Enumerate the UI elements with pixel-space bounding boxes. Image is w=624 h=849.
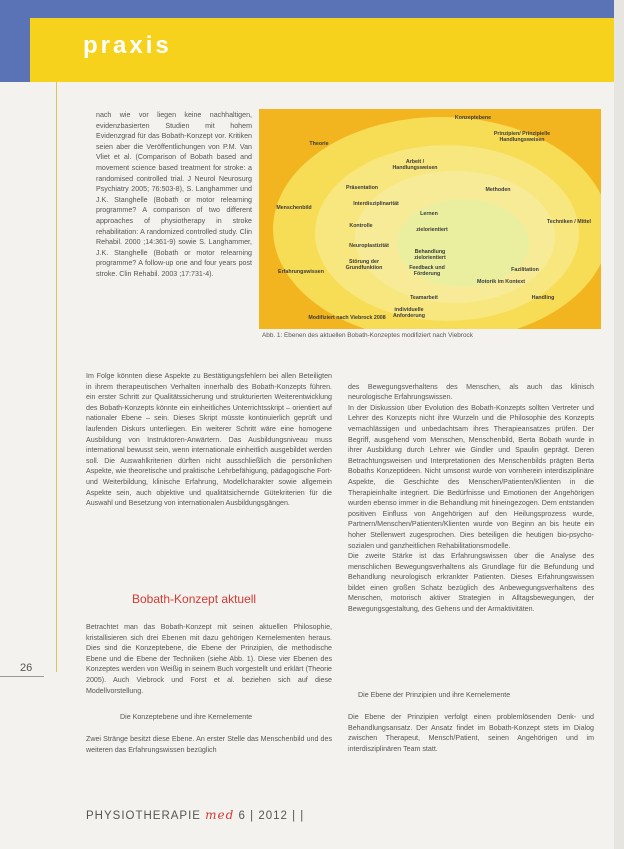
label-individuell: individuelle Anforderung (392, 307, 426, 319)
col2-top-paragraph: des Bewegungsverhaltens des Menschen, als auch das klinisch neurologische Erfahrungswissen. In der Diskussion über Evolution des Bobath-Konzepts sollten Vertreter und Lehrer des Konzepts nicht ihre Wurzeln und die Philosophie des Konzepts vernachlässigen und unbedachtsam ihres Therapieansatzes prüfen. Der Begriff, ausgehend vom Menschen, Menschenbild, Berta Bobath wurde in ihrer Ausbildung durch Lehrer wie Gindler und Spaulin geprägt. Deren Betrachtungsweisen und Interpretationen des Menschenbilds prägten Berta Bobaths Konzeptideen. Nicht umsonst wurde von vornherein interdisziplinäre Aspekte, die Geschichte des Menschen/Patienten/Klienten in die Therapieinhalte integriert. Die Bedürfnisse und Emotionen der Angehörigen wurden ebenso immer in die Behandlung mit hineingezogen. Dem entstanden positiven Einfluss von Angehörigen auf den Heilungsprozess wurde, Partnern/Menschen/Patienten/Klienten wurde von Beginn an bis heute ein hoher Stellenwert zugesprochen. Dies beteiligen die heutigen bio-psycho-sozialen und ganzheitlichen Rehabilitationsmodelle. Die zweite Stärke ist das Erfahrungswissen über die Analyse des menschlichen Bewegungsverhaltens als Grundlage für die Befundung und Behandlung neurologisch erkrankter Patienten. Dieses Erfahrungswissen bildet einen großen Schatz bezüglich des Anbewegungsverhaltens des Menschen, motorisch aktiver Strategien in Alltagsbewegungen, der Bewegungsgestaltung, des Gehens und der Armaktivitäten. (348, 382, 594, 614)
label-techniken: Techniken / Mittel (546, 219, 592, 225)
label-handling: Handling (531, 295, 555, 301)
col1-end-text (86, 734, 332, 755)
concept-figure (259, 109, 601, 329)
journal-med: med (205, 808, 235, 822)
section-heading: Bobath-Konzept aktuell (132, 592, 257, 606)
label-teamarbeit: Teamarbeit (410, 295, 438, 301)
col2-top-text (348, 371, 594, 625)
label-konzeptebene: Konzeptebene (454, 115, 492, 121)
label-interdisziplinaritaet: Interdisziplinarität (353, 201, 399, 207)
label-theorie: Theorie (309, 141, 329, 147)
col1-mid-paragraph: Im Folge könnten diese Aspekte zu Bestätigungsfehlern bei allen Beteiligten in ihrem therapeutischen Verhalten innerhalb des Bobath-Konzepts führen. ein erster Schritt zur Qualitätssicherung und strukturierten Weiterentwicklung des Bobath-Konzepts könnte ein einheitliches Unterrichtsskript – orientiert auf nationaler Ebene – sein. Dieses Skript müsste kontinuierlich geprüft und laufenden Diskurs unterliegen. Ein weiterer Schritt wäre eine homogene Ausbildung von Instruktoren-Anwärtern. Das Ausbildungsniveau muss international bewusst sein, wenn internationale einheitlich ausgebildet werden soll. Die Auswahlkriterien dürften nicht ausschließlich die persönlichen Aspekte, wie theoretische und praktische Lehrbefähigung, pädagogische Fort- und Weiterbildung, klinische Erfahrung, Modellcharakter sowie allgemein Aspekte sein, auch objektive und qualitätsichernde Gütekriterien für die Auswahl und Besetzung von internationalen Ausbildungsgängen. (86, 372, 332, 508)
col2-subheading: Die Ebene der Prinzipien und ihre Kernelemente (358, 691, 511, 699)
label-zielorientiert: zielorientiert (416, 227, 448, 233)
label-menschenbild: Menschenbild (276, 205, 312, 211)
label-kontrolle: Kontrolle (349, 223, 373, 229)
section-title: praxis (83, 32, 172, 59)
col2-end-paragraph: Die Ebene der Prinzipien verfolgt einen problemlösenden Denk- und Behandlungsansatz. Der Ansatz findet im Bobath-Konzept stets im Dialog zwischen Therapeut, Mensch/Patient, seinen Angehörigen und im interdisziplinären Team statt. (348, 713, 594, 753)
label-arbeit: Arbeit / Handlungsweisen (392, 159, 438, 171)
col1-subheading: Die Konzeptebene und ihre Kernelemente (120, 713, 253, 721)
figure-caption: Abb. 1: Ebenen des aktuellen Bobath-Konzeptes modifiziert nach Viebrock (262, 332, 473, 339)
label-erfahrungswissen: Erfahrungswissen (278, 269, 324, 275)
col2-end-text (348, 712, 594, 754)
col1-bottom-paragraph: Betrachtet man das Bobath-Konzept mit seinen aktuellen Philosophie, kristallisieren sich drei Ebenen mit dazu gehörigen Kernelementen heraus. Dies sind die Konzeptebene, die Ebene der Prinzipien, die methodische Ebene und die Ebene der Techniken (siehe Abb. 1). Diese vier Ebenen des Konzeptes werden von Weißig in seinem Buch vorgestellt und erklärt (Theorie 2005). Auch Viebrock und Forst et al. beziehen sich auf diese Modellvorstellung. (86, 623, 332, 695)
label-lernen: Lernen (420, 211, 438, 217)
label-fazilitation: Fazilitation (511, 267, 539, 273)
page-number: 26 (20, 662, 33, 674)
label-stoerung: Störung der Grundfunktion (345, 259, 383, 271)
margin-rule (56, 82, 57, 672)
col1-end-paragraph: Zwei Stränge besitzt diese Ebene. An erster Stelle das Menschenbild und des weiteren das Erfahrungswissen bezüglich (86, 735, 332, 754)
footer (86, 808, 304, 822)
page-edge (614, 0, 624, 849)
col1-top-paragraph: nach wie vor liegen keine nachhaltigen, evidenzbasierten Studien mit hohem Evidenzgrad für das Bobath-Konzept vor. Kritiken seien aber die Veröffentlichungen von P.M. Van Vliet et al. (Comparison of Bobath based and movement science based treatment for stroke: a randomised controlled trial. J Neurol Neurosurg Psychiatry 2005; 76:503-8), S. Langhammer und J.K. Stanghelle (Bobath or motor relearning programme? A comparison of two different approaches of physiotherapy in stroke rehabilitation: A randomized controlled study. Clin Rehabil. 2000 ;14:361-9) sowie S. Langhammer, J.K. Stanghelle (Bobath or motor relearning programme? A follow-up one and four years post stroke. Clin Rehabil. 2003 ;17:731-4). (96, 111, 252, 278)
col1-mid-text (86, 371, 332, 509)
footer-rule (0, 676, 44, 677)
col1-top-text (96, 110, 252, 280)
label-methoden: Methoden (485, 187, 511, 193)
issue-info: 6 | 2012 | | (238, 810, 305, 822)
journal-name: PHYSIOTHERAPIE (86, 810, 201, 822)
label-behandlung: Behandlung zielorientiert (414, 249, 446, 261)
col1-bottom-text (86, 622, 332, 696)
label-feedback: Feedback und Förderung (409, 265, 445, 277)
label-motorik: Motorik im Kontext (477, 279, 525, 285)
label-prinzipien: Prinzipien/ Prinzipielle Handlungsweisen (493, 131, 551, 143)
label-neuroplastizitaet: Neuroplastizität (349, 243, 389, 249)
label-source: Modifiziert nach Viebrock 2008 (308, 315, 386, 321)
label-praesentation: Präsentation (345, 185, 379, 191)
